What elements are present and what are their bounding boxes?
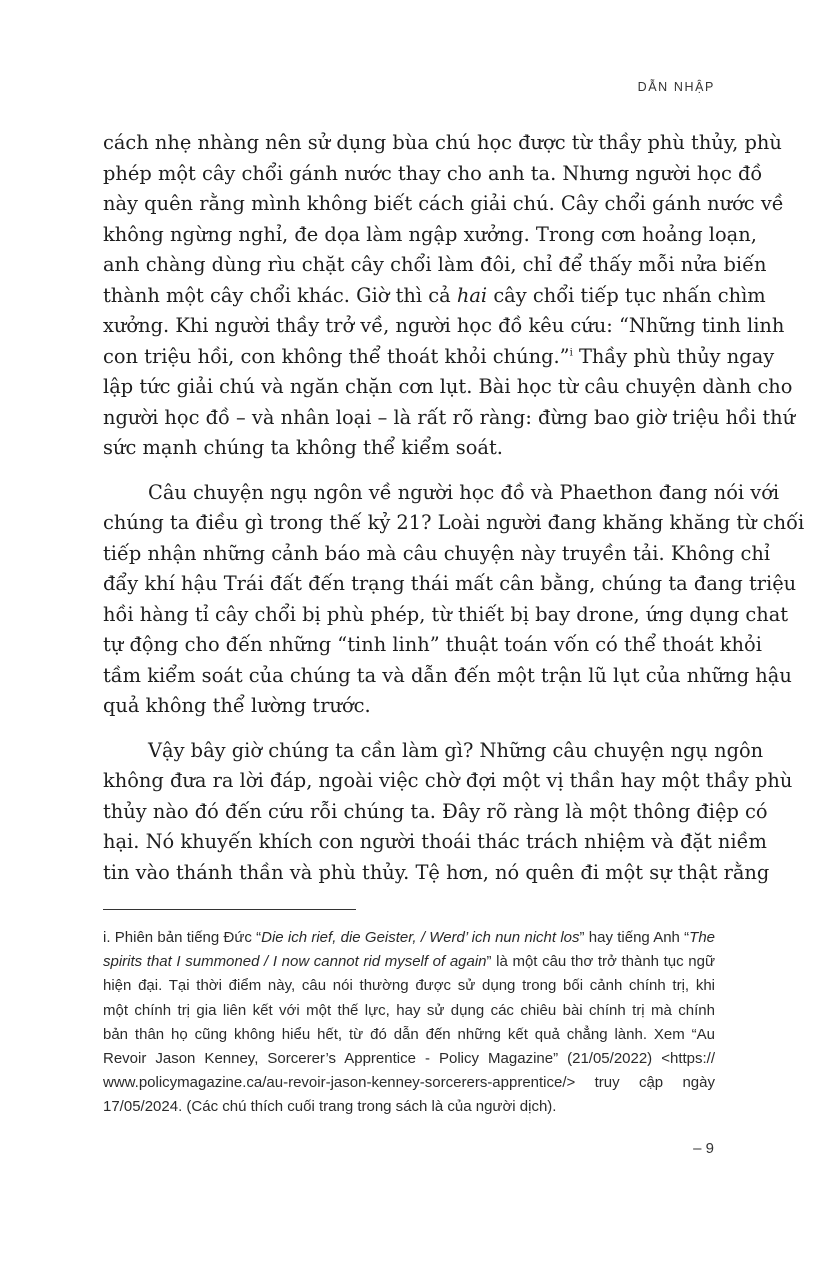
text-line: hại. Nó khuyến khích con người thoái thác trách nhiệm và đặt niềm [103,830,767,853]
emphasis-text: Die ich rief, die Geister, / Werd’ ich nun nicht los [261,929,580,946]
footnote-line: www.policymagazine.ca/au-revoir-jason-kenney-sorcerers-apprentice/> truy cập ngày [103,1074,715,1092]
text-line: phép một cây chổi gánh nước thay cho anh ta. Nhưng người học đồ [103,161,763,185]
text-line: lập tức giải chú và ngăn chặn cơn lụt. Bài học từ câu chuyện dành cho [103,375,793,398]
text-line: Vậy bây giờ chúng ta cần làm gì? Những câu chuyện ngụ ngôn [148,738,764,762]
text-line: tự động cho đến những “tinh linh” thuật toán vốn có thể thoát khỏi [103,633,762,656]
text-line: xưởng. Khi người thầy trở về, người học đồ kêu cứu: “Những tinh linh [103,314,785,337]
page-number: – 9 [693,1140,714,1157]
text-segment: ” là một câu thơ trở thành tục ngữ [486,953,715,971]
text-segment: thành một cây chổi khác. Giờ thì cả [103,283,451,307]
text-segment: i. Phiên bản tiếng Đức “ [103,929,262,946]
text-line: hồi hàng tỉ cây chổi bị phù phép, từ thiết bị bay drone, ứng dụng chat [103,602,789,626]
text-segment: cây chổi tiếp tục nhấn chìm [493,283,766,307]
emphasis-text: The [689,929,716,946]
text-line: tầm kiểm soát của chúng ta và dẫn đến một trận lũ lụt của những hậu [103,663,792,687]
footnote-divider [103,909,356,910]
running-head: DẪN NHẬP [637,80,715,94]
emphasis-text: spirits that I summoned / I now cannot rid myself of again [103,953,487,971]
text-segment: Thầy phù thủy ngay [578,344,775,368]
text-line [103,342,775,373]
footnote-line [103,926,715,950]
text-line: thủy nào đó đến cứu rỗi chúng ta. Đây rõ ràng là một thông điệp có [103,799,768,823]
footnote-line [103,950,715,974]
text-line: tiếp nhận những cảnh báo mà câu chuyện này truyền tải. Không chỉ [103,541,771,565]
footnote-line: 17/05/2024. (Các chú thích cuối trang trong sách là của người dịch). [103,1098,557,1116]
text-line: quả không thể lường trước. [103,694,371,717]
footnote-marker: i [569,347,573,359]
body-text [103,128,805,888]
text-line: này quên rằng mình không biết cách giải chú. Cây chổi gánh nước về [103,192,784,215]
text-line [103,281,766,312]
text-line: không đưa ra lời đáp, ngoài việc chờ đợi một vị thần hay một thầy phù [103,769,793,792]
text-line: anh chàng dùng rìu chặt cây chổi làm đôi, chỉ để thấy mỗi nửa biến [103,253,767,276]
emphasis-text: hai [456,283,488,307]
paragraph [103,478,805,722]
footnote-line: bản thân họ cũng không hiểu hết, từ đó dẫn đến những kết quả chẳng lành. Xem “Au [103,1025,715,1043]
text-line: sức mạnh chúng ta không thể kiểm soát. [103,436,503,459]
text-line: đẩy khí hậu Trái đất đến trạng thái mất cân bằng, chúng ta đang triệu [103,572,797,595]
footnote-line: một chính trị gia liên kết với một thế lực, hay sử dụng các chiêu bài chính trị mà chính [103,1001,715,1019]
text-line: chúng ta điều gì trong thế kỷ 21? Loài người đang khăng khăng từ chối [103,511,805,534]
text-line: người học đồ – và nhân loại – là rất rõ ràng: đừng bao giờ triệu hồi thứ [103,405,796,429]
text-line: Câu chuyện ngụ ngôn về người học đồ và Phaethon đang nói với [148,480,780,504]
paragraph [103,736,793,889]
text-line: tin vào thánh thần và phù thủy. Tệ hơn, nó quên đi một sự thật rằng [103,860,770,884]
text-segment: ” hay tiếng Anh “ [579,929,690,946]
footnote-line: hiện đại. Tại thời điểm này, câu nói thường được sử dụng trong bối cảnh chính trị, khi [103,977,715,995]
footnote-line: Revoir Jason Kenney, Sorcerer’s Apprentice - Policy Magazine” (21/05/2022) <https:// [103,1050,715,1068]
text-line: cách nhẹ nhàng nên sử dụng bùa chú học được từ thầy phù thủy, phù [103,131,782,154]
footnote [103,926,715,1120]
text-line: không ngừng nghỉ, đe dọa làm ngập xưởng. Trong cơn hoảng loạn, [103,222,757,246]
text-segment: con triệu hồi, con không thể thoát khỏi chúng.” [103,344,570,368]
paragraph [103,128,796,464]
